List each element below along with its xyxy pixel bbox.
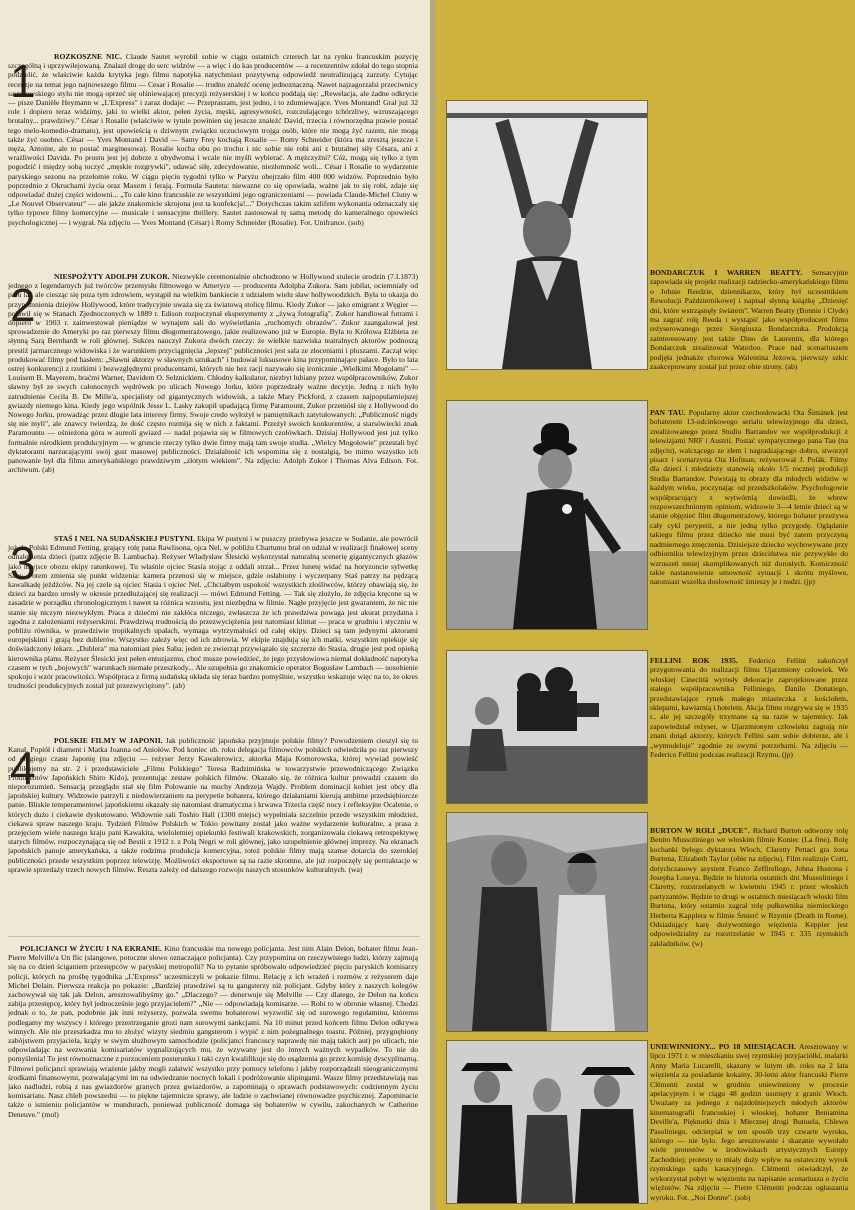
caption-bondarczuk: BONDARCZUK I WARREN BEATTY. Sensacyjnie zapowiada się projekt realizacji radziecko-amerykańskiego filmu o Johnie Reedzie, dziennikarzu, który był uczestnikiem Rewolucji Październikowej i napisał słynną książkę „Dziesięć dni, które wstrząsnęły światem". Warren Beatty (Bonnie i Clyde) ma zagrać rolę Reeda i wystąpić jako współproducent filmu reżyserowanego przez Siergiusza Bondarczuka. Produkcją zainteresowany jest także Dino de Laurentis, dla którego Bondarczuk zrealizował Waterloo. Prace nad scenariuszem podjęła jednakże chorowa Walentina Jeżowa, pierwszy szkic zaakceptowany został już przez obie strony. (ab) (650, 268, 848, 372)
caption-fellini: FELLINI ROK 1935. Federico Fellini zakończył przygotowania do realizacji filmu Ujarzmiony człowiek. We włoskiej Cinecittà wyrosły dekoracje zaprojektowane przez stałego współpracownika Felliniego, Danilo Donatiego, przedstawiające rynek małego miasteczka z kościołem, sklepami, kawiarnią i hotelem. Akcja filmu rozgrywa się w 1935 r., ale jej szczegóły trzymane są na razie w tajemnicy. Jak zapowiedział reżyser, w Ujarzmionym człowieku zagrają nie znani dotąd aktorzy, których Fellini sam sobie dobierze, ale i „wymodeluje" zgodnie ze swymi potrzebami. Na zdjęciu — Federico Fellini podczas realizacji Rzymu. (jp) (650, 656, 848, 760)
article-polskie-filmy-japonia (8, 736, 418, 876)
article-rozkoszne-nic (8, 52, 418, 229)
article-number-3: 3 (10, 537, 36, 589)
article-number-4: 4 (10, 742, 36, 794)
article-stas-i-nel (8, 534, 418, 692)
article-lead: POLICJANCI W ŻYCIU I NA EKRANIE. (20, 944, 162, 953)
article-number-2: 2 (10, 279, 36, 331)
photo-clementi-with-police (446, 1040, 648, 1204)
caption-burton: BURTON W ROLI „DUCE". Richard Burton odtworzy rolę Benito Mussoliniego we włoskim filmie Koniec (La fine). Rolę kochanki byłego dyktatora Włoch, Claretty Pettaci gra żona Burtona, Elizabeth Taylor (obie na zdjęciu). Film realizuje Cotti, dotychczasowy asystent Franco Zeffirellego, Johna Hustona i Josepha Loseya. Będzie to historia ostatnich dni Mussoliniego i Claretty, rozstrzelanych w kwietniu 1945 r. przez włoskich partyzantów. Będzie to drugi w ostatnich miesiącach włoski film Burtona, który ostatnio zagrał rolę pułkownika niemieckiego Herberta Kapplera w filmie Śmierć w Rzymie (Death in Rome). Odsiadujący karę dożywotniego więzienia Keppler jest odpowiedzialny za rozstrzelanie w 1945 r. 335 rzymskich zakładników. (w) (650, 826, 849, 948)
photo-man-in-bowler-hat (446, 400, 648, 630)
divider (8, 936, 420, 937)
right-column (436, 0, 855, 1210)
article-lead: POLSKIE FILMY W JAPONII. (54, 736, 163, 745)
article-zukor (8, 272, 418, 476)
article-policjanci (8, 944, 418, 1121)
article-body: Ekipa W pustyni i w puszczy przebywa jeszcze w Sudanie, ale powrócił już do Polski Edmund Fetting, grający rolę pana Rawlisona, ojca Nel, w pobliżu Chartumu brał on udział w realizacji finałowej sceny odnalezienia dzieci (patrz zdjęcie B. Lambacha). Reżyser Władysław Ślesicki wykorzystał naturalną scenerię gigantycznych głazów jako miejsce obozu ekipy ratunkowej. Tu właśnie ojciec Stasia stojąc z oddali strzał... Przez lunetę widać na horyzoncie sylwetkę Saby. Potem zmienia się punkt widzenia: kamera przenosi się w miejsce, gdzie osłabiony i wyczerpany Staś patrzy na pędzącą kawalkadę jeźdźców. Na jej czele są ojciec Stasia i ojciec Nel. „Chciałbym uspokoić wszystkich złośliwców, którzy obawiają się, że dzieci za bardzo urosły w okresie przedłużającej się realizacji — mówi Edmund Fetting. — Tak się złożyło, że zdjęcia kręcone są w zasadzie w porządku chronologicznym i nawet ta różnica wzrostu, jest niezbędna w filmie. Nagłe przyjęcie jest gwarantem, że nic nie stanie się niczym niezwykłym. Praca z dziećmi nie zakłóca niczego, zwłaszcza że ich prawdziwa powaga jest akurat przydatna i zgodna z założeniami reżyserskimi. Prawdziwą trudnością do przezwyciężenia jest natomiast klimat — praca w grudniu i styczniu w pobliżu równika, w prawdziwie tropikalnych upałach, wymaga wytrzymałości od całej ekipy. Dzieci są tam jedynymi aktorami europejskimi i grają bez dublerów. Wszystko zależy więc od ich zdrowia. W ekipie znajdują się ich matki, wszystkim opiekuje się doświadczony lekarz. „Dublera" ma natomiast pies Saba; jeden ze zwierząt przywiązało się szczerze do Stasia, drugie jest pod opieką kierownika planu. Reżyser Ślesicki jest pełen entuzjazmu, choć musze powiedzieć, że jego przysłowiowa niemal dokładność napotyka czasem w tych „bojowych" warunkach niemałe przeszkody... Ale uzupełnia go znakomicie operator Bogusław Lambach — uosobienie spokoju i wzór pracowitości. Współpraca z firmą sudańską układa się teraz bardzo pomyślnie, wszystko wskazuje więc na to, że okres trudności produkcyjnych został już przezwyciężony". (ab) (8, 534, 418, 691)
photo-man-hanging-from-bar (446, 100, 648, 370)
caption-pan-tau: PAN TAU. Popularny aktor czechosłowacki Ota Šimánek jest bohaterem 13-odcinkowego serialu telewizyjnego dla dzieci, zrealizowanego przez Studio Barrandov we współprodukcji z telewizjami NRF i Austrii. Postać sympatycznego pana Tau (na zdjęciu), walczącego ze złem i nagradzającego dobro, stworzył pisarz i scenarzysta Ota Hofman; reżyserował J. Polák. Filmy dla dzieci i młodzieży stanowią około 1/5 rocznej produkcji Studia Barrandov. Powstają tu obrazy dla młodych widzów w każdym wieku, poczynając od przedszkolaków. Psychologowie współpracujący z wytwórnią dowiedli, że wbrew rozpowszechnionym opiniom, widzowie 3—4 letnie dzieci są w stanie objęzieć film długometrażowy, którego bohater przeżywa cały cykl perypetii, a nie jedną tylko przygodę. Oglądanie takiego filmu przez dziecko nie musi być zatem przyczyną nadmiernego zmęczenia. Dzisiejsze dziecko wychowywane przy odbiorniku telewizyjnym przez dzieciństwa nie przywykło do wzruszeń mniej skomplikowanych niż dorosłych. Komiczność takie nastanowienie umowność sytuacji i skrótu myślowe, natomiast wszelka dosłowność śmieszy je i nudzi. (jp) (650, 408, 848, 587)
article-body: Jak publiczność japońska przyjmuje polskie filmy? Powodzeniem cieszył się tu Kanał, Popiół i diament i Matka Joanna od Aniołów. Pod koniec ub. roku delegacja filmowców polskich odwiedziła po raz pierwszy od długiego czasu Japonię (na zdjęciu — reżyser Jerzy Kawalerowicz, aktorka Maja Komorowska, której wywiad powieść publikujemy na str. 2 i przedstawiciele „Filmu Polskiego" Teresa Radzimińska w towarzystwie przewodniczącego Związku Producentów Japońskich Shiro Kido), prezentując zestaw polskich filmów. Okazało się, że różnica kultur prowadzi czasem do nieporozumień. Sensacją przeglądu stał się film Polowanie na muchy Andrzeja Wajdy. Problem dominacji kobiet jest obcy dla japońskiej kultury. Widzowie patrzyli z niedowierzaniem na perypetie bohatera, którego działaniami kierują ambitne przedsiębiorcze panie. Bliskie temperamentowi japońskiemu okazały się natomiast dramatyczna i krwawa Trzecia część nocy i refleksyjne Ocalenie, o których dużo i ciekawie dyskutowano. Widownie sali Toshio Hall (1300 miejsc) wypełniała szczelnie przede wszystkim młodzież, ciekawa spraw naszego kraju. Tydzień Filmów Polskich w Tokio powitany został jako ważne wydarzenie kulturalne, a prasa z przejęciem wiele naszego kraju pani Kawakita, wieloletniej opiekunki festiwali krakowskich, zorganizowała ciekawą retrospektywę starych filmów, rozpoczynającą się od Bestii z 1912 r. z Polą Negri w roli głównej, jako uzupełnienie głównej imprezy. Na ekranach japońskich panuje amerykańska, a także rodzima produkcja komercyjna, toteż polskie filmy mają szanse dotarcia do szerokiej publiczności przede wszystkim poprzez telewizję. Możliwości eksportowe są na razie skromne, ale już rozpoczęły się pertraktacje w sprawie sprzedaży trzech nowych filmów. Reszta zależy od dalszego rozwoju naszych stosunków kulturalnych. (wa) (8, 736, 418, 874)
article-body: Niezwykle ceremonialnie obchodzono w Hollywood stulecie urodzin (7.I.1873) jednego z legendarnych już twórców przemysłu filmowego w Ameryce — producenta Adolpha Zukora. Sam jubilat, ociemniały od paru lat, ale ciesząc się poza tym zdrowiem, wystąpił na wielkim bankiecie z udziałem wielu sław hollywoodzkich. Była to okazja do przypomnienia dziejów Hollywood, które tradycyjnie uważa się za światową stolicę filmu. Kiedy Zukor — jako emigrant z Węgier — pojawił się w Stanach Zjednoczonych w 1889 r. Edison rozpoczynał eksperymenty z „żywą fotografią". Zukor handlował futrami i dopiero w 1903 r. zainwestował pieniądze w wynajem sali do wyświetlania „ruchomych obrazów". Zukor zaangażował jest sprowadzenie do Ameryki po raz pierwszy filmu długometrażowego, jakie realizowano już w Europie. Była to Królowa Elżbieta ze słynną Sarą Bernhardt w roli głównej. Sukces nauczył Zukora dwóch rzeczy: że wielkie nazwiska teatralnych aktorów podnoszą prestiż jarmarcznego widowiska i że warunkiem przyciągnięcia „lepszej" publiczności jest sala ze złoceniami i pluszami. Zaczął więc produkować filmy pod hasłem: „Sławni aktorzy w sławnych sztukach" i budował luksusowe kina przypominające pałace. Było to lata ostrej konkurencji z rzutkimi i bezwzględnymi producentami, których nie bez racji nazywało się ironicznie „Wielkimi Mogołami" — Louisem B. Mayerem, braćmi Warner, Davidem O. Selznickiem. Chłodny kalkulator, niezbyt lubiany przez współpracowników, Zukor sławny był ze swych całonocnych wędrówek po ulicach Nowego Jorku, które poprzedzały ważne decyzje. Jedną z nich było zatrudnienie Cecila B. De Mille'a, specjalisty od gigantycznych widowisk, a także Mary Pickford, z czasem najpopularniejszej gwiazdy niemego kina. Kiedy jego wspólnik Jesse L. Lasky zakupił upadającą firmę Paramount, Zukor przeniósł się z Hollywood do Nowego Jorku, prowadząc przez długie lata interesy firmy. Swoje credo wyłożył w pamiętnikach zatytułowanych: „Publiczność nigdy się nie myli", ale znawcy twierdzą, że dość często rozmija się w nich z faktami. Przeżył swoich konkurentów, a starsówiecki znak Paramountu — ośnieżona góra w aureoli gwiazd — nadal pojawia się w filmowych czołówkach. Dzisiaj Hollywood jest już tylko formalnie ośrodkiem produkcyjnym — w gruncie rzeczy tylko dwie firmy mają tam swoje studia. „Wielcy Mogołowie" przestali być dyktatorami narzucającymi swój gust masowej publiczności. Działalność ich wspomina się z nostalgią, bo mimo wszystko ich panowanie był dla filmu amerykańskiego prawdziwym „złotym wiekiem". Na zdjęciu: Adolph Zukor i Thomas Alva Edison. Fot. archiwum. (ab) (8, 272, 419, 475)
photo-director-with-film-camera (446, 650, 648, 804)
photo-burton-and-taylor (446, 812, 648, 1032)
article-body: Claude Sautet wyrobił sobie w ciągu ostatnich czterech lat na rynku francuskim pozycję szczególną i uprzywilejowaną. Znalazł drogę do serc widzów — a więc i do kas producentów — a recenzentów zdołał do tego stopnia podzielić, że właściwie każda krytyka jego filmu napotyka natychmiast pozytywną odpowiedź neutralizującą zarzuty. Cytując recenzje na temat jego najnowszego filmu — Cesar i Rosalie — trudno znaleźć ocenę jednoznaczną. Nawet najzagorzalsi przeciwnicy sautetowskiego stylu nie mogą oprzeć się olśniewającej precyzji reżyserskiej i w końcu poddają się: „Rewelacja, ale żadne odkrycie — pisze Danièle Heymann w „L'Express" i zaraz dodaje: — Przepraszam, jest jedno, i to zdumiewające. Yves Montand! Grał już 32 role i dopiero teraz widzimy, jaki to wielki aktor, pełen życia, męski, agresywności, rozczulającego tchórzliwy, wzruszającego brutalny... prawdziwy." César i Rosalie (właściwie w tytule powinien się jeszcze znaleźć David, trzecia i równorzędna prawie postać tego melo-komedio-dramatu), jest opowieścią o dziwnym związku uczuciowym trojga osób, które nie mogą żyć razem, nie mogą także żyć osobno. César — Yves Montand i David — Samy Frey kochają Rosalie — Romy Schneider (która ma zresztą jeszcze i męża, Antoine, ale to postać marginesowa). Rosalie kocha obu po trochu i nic sobie nie robi ani z brutalnej siły Césara, ani z wrażliwości Davida. Po prostu jest jej dobrze z obydwoma i wcale nie myśli wybierać. A mężczyźni? Cóż, mogą się tylko z tym pogodzić i między sobą toczyć „męskie rozgrywki", udawać siłę, zdecydowanie, niezłomność woli... César i Rosalie to wydarzenie paryskiego sezonu na przełomie roku. W ciągu pięciu tygodni tylko w Paryżu obejrzało film 400 000 widzów. Poprzednio było poprzednio z Okruchami życia oraz Maxem i ferają. Formuła Sauteta: niewazne co się opowiada, ważne jak to się robi, zdaje się odpowiadać dużej części widowni... „To całe kino francuskie ze wszystkimi jego ograniczeniami — powiada Claude-Michel Cluny w „Le Nouvel Observateur" — ale jakże znakomicie skrojona jest ta konfekcja!..." Dotychczas takim szlifem wykonania odznaczały się tylko typowe filmy komercyjne — musicale i sensacyjne thrillery. Sautet zastosował tę samą metodę do kameralnego opowieści psychologicznej — i wygrał. Na zdjęciu — Yves Montand (César) i Romy Schneider (Rosalie). Fot. Unifrance. (sob) (8, 52, 418, 227)
article-body: Kino francuskie ma nowego policjanta. Jest nim Alain Delon, bohater filmu Jean-Pierre Melville'a Un flic (slangowe, potoczne słowo oznaczające policjanta). Czy przypomina on rzeczywistego ludzi, którzy zajmują się na co dzień ściganiem przestępców w paryskiej metropolii? Na to pytanie spróbowało odpowiedzieć pięciu paryskich komisarzy policji, których na prośbę tygodnika „L'Express" uczestniczyli w pokazie filmu. Relację z ich wrażeń i rozmów z reżyserem daje Michel Delain. Pierwsza reakcja po pokazie: „Bardziej prawdziwi są tu gangsterzy niż policjant. Gdyby który z naszych kolegów zachowywał się tak jak Delon, aresztowalibyśmy go." „Dlaczego? — denerwuje się Melville — Czy dlatego, że Delon na końcu zabija przestępcę, który był jednocześnie jego przyjacielem?" „Nie — odpowiadają komisarze. — Robi to w obronie własnej. Chodzi jednak o to, że pan, podobnie jak inni reżyserzy, pozwala swemu bohaterowi wyzwolić się od surowego regulaminu, któremu podlegamy my wszyscy i którego przestrzeganie grozi nam surowymi sankcjami. Na 10 minut przed końcem filmu Delon odkrywa winnych. Ale nie przeszkadza mu to złożyć wizyty siedmiu gangsterom i wypić z nim pożegnalnego toastu. Później, przygnębiony zabójstwem przyjaciela, krąży w swym służbowym samochodzie (policjanci francuscy naprawdę nie mają takich aut) po ulicach, nie odpowiadając na wezwania komisariatów sygnalizujących mu, że wzywany jest do innych ważnych wypadków. To nie do pomyślenia! To jest równoznaczne z porzuceniem posterunku i taki czyn kwalifikuje się do osądzenia go przez komisję dyscyplinarną. Filmowi policjanci sprawiają wrażenie jakby mogli załatwić wszystko przy pomocy telefonu i jakby rozporządzali nieograniczonymi środkami finansowymi, pozwalającymi im na odwiedzanie nocnych lokali i podróżowanie slipingami. Wasze filmy przedstawiają nas jako nadludzi, robią z nas gwiazdorów granych przez gwiazdorów, a zapominają o sprawach podstawowych: codziennym życiu komisariatu. Nasz chleb powszedni — to piękne tajemnicze sprawy, ale ludzie o zachwianej równowadze psychicznej. Zapominacie także o istnieniu policjantów w mundurach, ponieważ publiczność domaga się bohaterów w cywilu, zakochanych w Catherine Deneuve." (mol) (8, 944, 418, 1119)
caption-clementi: UNIEWINNIONY... PO 18 MIESIĄCACH. Aresztowany w lipcu 1971 r. w mieszkaniu swej rzymskiej przyjaciółki, malarki Anny Maria Lucarelli, skazany w lutym ub. roku na 2 lata więzienia za posiadanie kokainy, 30-letni aktor francuski Pierre Clémenti został w grudniu uniewinniony w procesie apelacyjnym i w ciągu 48 godzin usunięty z granic Włoch. Uważany za jednego z najzdolniejszych młodych aktorów kinematografii francuskiej i włoskiej, bohater Beniamina Deville'a, Pięknotki dnia i Mlecznej drogi Bunuela, Chlewu Pasoliniego, odcierpiał w ten sposób trzy czwarte wyroku, którego — nie bylo. Jego aresztowanie i skazanie wywołało wiele protestów w środowiskach artystycznych Europy Zachodniej; protesty te miały duży wpływ na ostateczny wyrok rzymskiego sądu kasacyjnego. Clémenti oświadczył, że wykorzystał pobyt w więzieniu na napisanie scenariusza o życiu więźniów. Na zdjęciu — Pierre Clémenti podczas ogłaszania wyroku. Fot. „Noi Donne". (sob) (650, 1042, 849, 1202)
article-lead: NIESPOŻYTY ADOLPH ZUKOR. (54, 272, 170, 281)
article-lead: STAŚ I NEL NA SUDAŃSKIEJ PUSTYNI. (54, 534, 195, 543)
article-number-1: 1 (10, 55, 36, 107)
article-lead: ROZKOSZNE NIC. (54, 52, 122, 61)
